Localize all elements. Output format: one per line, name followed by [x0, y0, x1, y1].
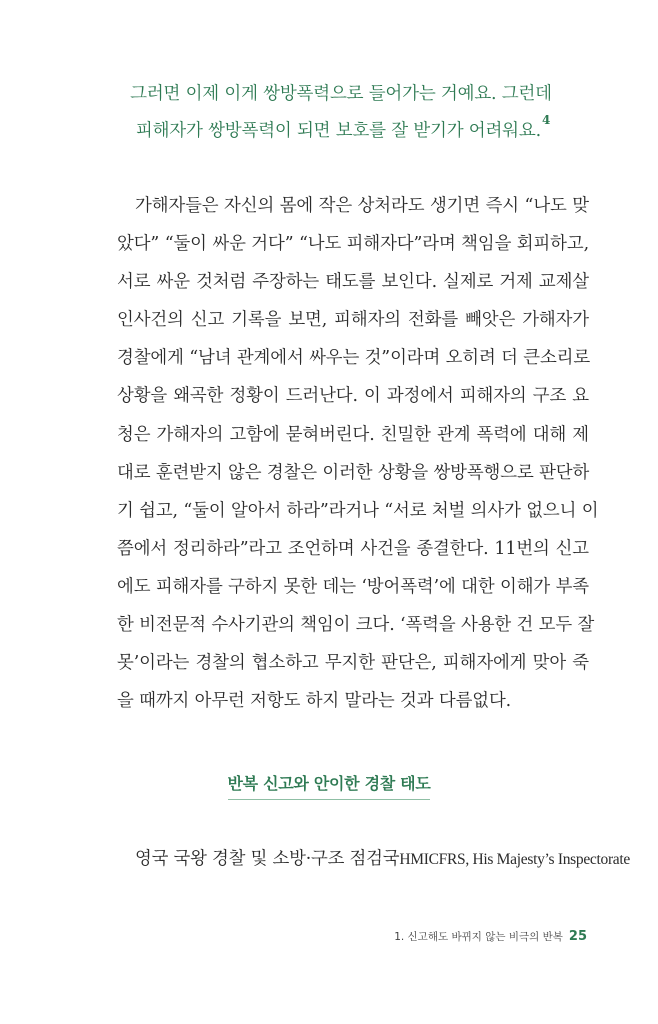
body-line: 에도 피해자를 구하지 못한 데는 ‘방어폭력’에 대한 이해가 부족	[117, 576, 589, 597]
quote-line-1: 그러면 이제 이게 쌍방폭력으로 들어가는 거예요. 그런데	[130, 84, 552, 104]
section-heading	[0, 771, 658, 800]
quote-line-2	[14, 113, 658, 142]
body-line: 가해자들은 자신의 몸에 작은 상처라도 생기면 즉시 “나도 맞	[135, 196, 589, 216]
page-footer	[394, 929, 587, 944]
body-line: 한 비전문적 수사기관의 책임이 크다. ‘폭력을 사용한 건 모두 잘	[117, 615, 595, 636]
body-line: 인사건의 신고 기록을 보면, 피해자의 전화를 빼앗은 가해자가	[117, 310, 589, 331]
body-line: 경찰에게 “남녀 관계에서 싸우는 것”이라며 오히려 더 큰소리로	[117, 348, 591, 369]
body-line: 쯤에서 정리하라”라고 조언하며 사건을 종결한다. 11번의 신고	[117, 538, 589, 559]
footnote-marker[interactable]: 4	[541, 113, 551, 127]
body-line: 못’이라는 경찰의 협소하고 무지한 판단은, 피해자에게 맞아 죽	[117, 653, 589, 674]
continuation-latin: HMICFRS, His Majesty’s Inspectorate	[399, 851, 630, 868]
body-paragraph	[117, 187, 599, 720]
body-line: 서로 싸운 것처럼 주장하는 태도를 보인다. 실제로 거제 교제살	[117, 272, 589, 293]
running-chapter-title: 1. 신고해도 바뀌지 않는 비극의 반복	[394, 931, 563, 943]
body-line: 상황을 왜곡한 정황이 드러난다. 이 과정에서 피해자의 구조 요	[117, 386, 589, 407]
continuation-line	[135, 844, 630, 869]
section-heading-text: 반복 신고와 안이한 경찰 태도	[228, 771, 431, 800]
body-line: 을 때까지 아무런 저항도 하지 말라는 것과 다름없다.	[117, 691, 512, 712]
page-number: 25	[568, 929, 587, 944]
body-line: 대로 훈련받지 않은 경찰은 이러한 상황을 쌍방폭행으로 판단하	[117, 462, 590, 483]
quote-line-2-text: 피해자가 쌍방폭력이 되면 보호를 잘 받기가 어려워요.	[135, 121, 541, 141]
body-line: 았다” “둘이 싸운 거다” “나도 피해자다”라며 책임을 회피하고,	[117, 234, 589, 255]
body-line: 청은 가해자의 고함에 묻혀버린다. 친밀한 관계 폭력에 대해 제	[117, 424, 589, 445]
body-line: 기 쉽고, “둘이 알아서 하라”라거나 “서로 처벌 의사가 없으니 이	[117, 500, 599, 521]
continuation-korean: 영국 국왕 경찰 및 소방·구조 점검국	[135, 849, 400, 869]
